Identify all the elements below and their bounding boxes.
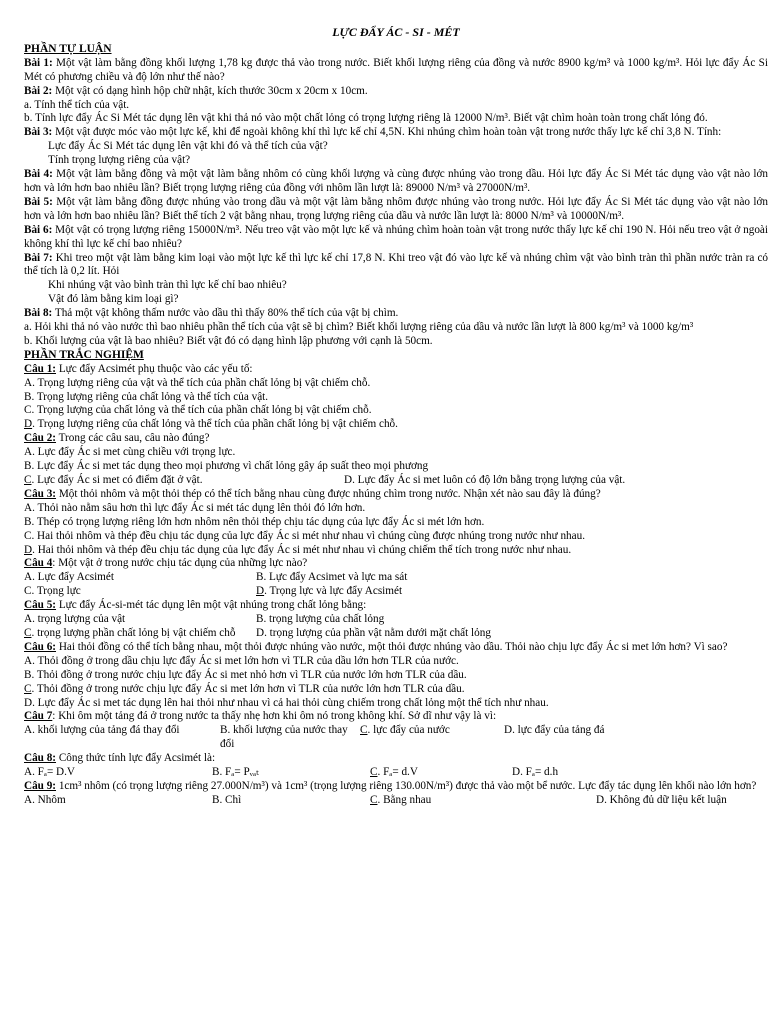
question-8-option-d: D. Fₐ= d.h <box>512 766 559 779</box>
question-6 <box>24 641 768 655</box>
question-7 <box>24 710 768 724</box>
question-3 <box>24 488 768 502</box>
option-text: . Hai thỏi nhôm và thép đều chịu tác dụng của lực đẩy Ác si mét như nhau vì chúng chiếm thể tích trong nước như nhau. <box>32 543 572 556</box>
exercise-text: Một vật làm bằng đồng khối lượng 1,78 kg được thả vào trong nước. Biết khối lượng riêng của đồng và nước 8900 kg/m³ và 1000 kg/m³. Hỏi lực đẩy Ác Si Mét có phương chiều và độ lớn như thế nào? <box>24 56 768 83</box>
exercise-6 <box>24 224 768 252</box>
question-4-options-cd <box>24 585 768 599</box>
question-7-option-a: A. khối lượng của tảng đá thay đổi <box>24 724 180 737</box>
mcq-section-header: PHẦN TRẮC NGHIỆM <box>24 348 144 361</box>
question-4-option-a: A. Lực đẩy Acsimét <box>24 571 114 584</box>
question-2-option-a: A. Lực đẩy Ác si met cùng chiều với trọng lực. <box>24 446 236 459</box>
answer-letter: C <box>370 766 378 779</box>
question-5-option-a: A. trọng lượng của vật <box>24 613 126 626</box>
exercise-3 <box>24 126 768 140</box>
exercise-label: Bài 4: <box>24 168 53 181</box>
question-7-option-c <box>360 724 504 752</box>
question-1-option-a: A. Trọng lượng riêng của vật và thể tích của phần chất lỏng bị vật chiếm chỗ. <box>24 376 371 389</box>
question-4-option-d <box>256 585 402 599</box>
option-text: . trọng lượng phần chất lỏng bị vật chiếm chỗ <box>31 626 236 639</box>
question-9-option-b: B. Chì <box>212 793 242 806</box>
question-label: Câu 5: <box>24 599 57 612</box>
question-3-option-a: A. Thỏi nào nằm sâu hơn thì lực đẩy Ác si mét tác dụng lên thỏi đó lớn hơn. <box>24 501 366 514</box>
question-6-option-d: D. Lực đẩy Ác si met tác dụng lên hai thỏi như nhau vì cả hai thỏi cùng chiếm trong chất lỏng một thể tích như nhau. <box>24 696 549 709</box>
exercise-text: Một vật có trọng lượng riêng 15000N/m³. Nếu treo vật vào một lực kế và nhúng chìm hoàn toàn vật trong nước thấy lực kế chỉ 190 N. Hỏi nếu treo vật ở ngoài không khí thì lực kế chỉ bao nhiêu? <box>24 223 768 250</box>
question-9 <box>24 780 768 794</box>
question-text: Lực đẩy Acsimét phụ thuộc vào các yếu tố: <box>56 362 253 375</box>
question-8-options <box>24 766 768 780</box>
question-8-option-a: A. Fₐ= D.V <box>24 766 76 779</box>
question-8 <box>24 752 768 766</box>
answer-letter: C <box>360 724 368 737</box>
essay-section-header: PHẦN TỰ LUẬN <box>24 42 112 55</box>
exercise-2a: a. Tính thể tích của vật. <box>24 98 130 111</box>
exercise-3-q1: Lực đẩy Ác Si Mét tác dụng lên vật khi đó và thể tích của vật? <box>48 140 328 153</box>
question-4-options-ab <box>24 571 768 585</box>
question-3-option-c: C. Hai thỏi nhôm và thép đều chịu tác dụng của lực đẩy Ác si mét như nhau vì chúng cùng được nhúng trong nước như nhau. <box>24 529 586 542</box>
question-text: 1cm³ nhôm (có trọng lượng riêng 27.000N/m³) và 1cm³ (trọng lượng riêng 130.00N/m³) được thả vào một bể nước. Lực đẩy tác dụng lên khối nào lớn hơn? <box>56 779 757 792</box>
exercise-8 <box>24 307 768 321</box>
option-text: . Fₐ= d.V <box>377 766 418 779</box>
exercise-3-q2: Tính trọng lượng riêng của vật? <box>48 154 191 167</box>
question-5-option-c <box>24 627 256 641</box>
question-8-option-b: B. Fₐ= Pᵥₐₜ <box>212 766 259 779</box>
question-5-options-cd <box>24 627 768 641</box>
question-5-options-ab <box>24 613 768 627</box>
exercise-text: Một vật làm bằng đồng được nhúng vào trong dầu và một vật làm bằng nhôm được nhúng vào trong nước. Hỏi lực đẩy Ác Si Mét tác dụng vào vật nào lớn hơn và lớn hơn bao nhiêu lần? Biết thể tích 2 vật bằng nhau, trọng lượng riêng của dầu và nước lần lượt là: 8000 N/m³ và 10000N/m³. <box>24 195 768 222</box>
exercise-4 <box>24 168 768 196</box>
exercise-label: Bài 3: <box>24 126 53 139</box>
option-text: . Trọng lượng riêng của chất lỏng và thể tích của phần chất lỏng bị vật chiếm chỗ. <box>32 418 398 431</box>
question-label: Câu 6: <box>24 640 57 653</box>
answer-letter: D <box>24 418 33 431</box>
exercise-text: Một vật được móc vào một lực kế, khi để ngoài không khí thì lực kế chỉ 4,5N. Khi nhúng chìm hoàn toàn vật trong nước thấy lực kế chỉ 3,8 N. Tính: <box>52 126 722 139</box>
option-text: . lực đẩy của nước <box>367 724 450 737</box>
document-page <box>24 0 768 808</box>
exercise-label: Bài 5: <box>24 195 53 208</box>
question-label: Câu 4 <box>24 557 53 570</box>
question-3-option-b: B. Thép có trọng lượng riêng lớn hơn nhôm nên thỏi thép chịu tác dụng của lực đẩy Ác si mét lớn hơn. <box>24 515 485 528</box>
answer-letter: D <box>24 543 33 556</box>
exercise-5 <box>24 196 768 224</box>
exercise-8b: b. Khối lượng của vật là bao nhiêu? Biết vật đó có dạng hình lập phương với cạnh là 50cm. <box>24 334 433 347</box>
question-text: Lực đẩy Ác-si-mét tác dụng lên một vật nhúng trong chất lỏng bằng: <box>56 599 367 612</box>
question-6-option-a: A. Thỏi đồng ở trong dầu chịu lực đẩy Ác si met lớn hơn vì TLR của dầu lớn hơn TLR của nước. <box>24 654 459 667</box>
question-6-option-c <box>24 683 768 697</box>
question-text: Hai thỏi đồng có thể tích bằng nhau, một thỏi được nhúng vào nước, một thỏi được nhúng vào dầu. Thỏi nào chịu lực đẩy Ác si met lớn hơn? Vì sao? <box>56 640 728 653</box>
question-3-option-d <box>24 544 768 558</box>
option-text: . Trọng lực và lực đẩy Acsimét <box>264 585 403 598</box>
exercise-2 <box>24 85 768 99</box>
question-2-option-b: B. Lực đẩy Ác si met tác dụng theo mọi phương vì chất lỏng gây áp suất theo mọi phương <box>24 460 429 473</box>
exercise-7-q2: Vật đó làm bằng kim loại gì? <box>48 293 179 306</box>
question-text: Một thỏi nhôm và một thỏi thép có thể tích bằng nhau cùng được nhúng chìm trong nước. Nhận xét nào sau đây là đúng? <box>56 487 601 500</box>
exercise-label: Bài 1: <box>24 56 53 69</box>
exercise-text: Khi treo một vật làm bằng kim loại vào một lực kế thì lực kế chỉ 17,8 N. Khi treo vật đó vào lực kế và nhúng chìm vật vào bình tràn thì phần nước tràn ra có thể tích là 0,2 lít. Hỏi <box>24 251 768 278</box>
exercise-8a: a. Hỏi khi thả nó vào nước thì bao nhiêu phần thể tích của vật sẽ bị chìm? Biết khối lượng riêng của dầu và nước lần lượt là 800 kg/m³ và 1000 kg/m³ <box>24 321 694 334</box>
question-9-option-a: A. Nhôm <box>24 793 66 806</box>
answer-letter: C <box>24 682 32 695</box>
exercise-text: Một vật làm bằng đồng và một vật làm bằng nhôm có cùng khối lượng và cùng được nhúng vào trong dầu. Hỏi lực đẩy Ác Si Mét tác dụng vào vật nào lớn hơn và lớn hơn bao nhiêu lần? Biết trọng lượng riêng của đồng với nhôm lần lượt là: 89000 N/m³ và 27000N/m³. <box>24 168 768 194</box>
question-1-option-d <box>24 418 768 432</box>
question-2-option-d: D. Lực đẩy Ác si met luôn có độ lớn bằng trọng lượng của vật. <box>344 474 626 486</box>
exercise-label: Bài 8: <box>24 307 53 320</box>
exercise-text: Thả một vật không thấm nước vào dầu thì thấy 80% thể tích của vật bị chìm. <box>52 307 399 320</box>
question-label: Câu 9: <box>24 779 57 792</box>
answer-letter: C <box>24 626 32 639</box>
question-label: Câu 2: <box>24 432 57 445</box>
question-7-options <box>24 724 768 752</box>
exercise-1 <box>24 57 768 85</box>
question-8-option-c <box>370 766 512 780</box>
exercise-label: Bài 7: <box>24 251 53 264</box>
question-label: Câu 1: <box>24 362 57 375</box>
question-9-option-d: D. Không đủ dữ liệu kết luận <box>596 793 727 806</box>
question-1 <box>24 363 768 377</box>
question-text: : Khi ôm một tảng đá ở trong nước ta thấy nhẹ hơn khi ôm nó trong không khí. Sở dĩ như vậy là vì: <box>52 710 497 723</box>
option-text: . Lực đẩy Ác si met có điểm đặt ở vật. <box>31 474 203 486</box>
question-label: Câu 8: <box>24 752 57 765</box>
answer-letter: C <box>24 474 32 486</box>
question-6-option-b: B. Thỏi đồng ở trong nước chịu lực đẩy Ác si met nhỏ hơn vì TLR của nước lớn hơn TLR của dầu. <box>24 668 467 681</box>
exercise-7-q1: Khi nhúng vật vào bình tràn thì lực kế chỉ bao nhiêu? <box>48 279 287 292</box>
question-5-option-b: B. trọng lượng của chất lỏng <box>256 613 385 626</box>
question-4 <box>24 557 768 571</box>
option-text: . Thỏi đồng ở trong nước chịu lực đẩy Ác si met lớn hơn vì TLR của nước lớn hơn TLR của dầu. <box>31 682 465 695</box>
exercise-text: Một vật có dạng hình hộp chữ nhật, kích thước 30cm x 20cm x 10cm. <box>52 84 368 97</box>
question-4-option-b: B. Lực đẩy Acsimet và lực ma sát <box>256 571 408 584</box>
exercise-label: Bài 2: <box>24 84 53 97</box>
option-text: . Bằng nhau <box>377 793 432 806</box>
question-2 <box>24 432 768 446</box>
exercise-2b: b. Tính lực đẩy Ác Si Mét tác dụng lên vật khi thả nó vào một chất lỏng có trọng lượng riêng là 12000 N/m³. Biết vật chìm hoàn toàn trong chất lỏng đó. <box>24 112 708 125</box>
question-5-option-d: D. trọng lượng của phần vật nằm dưới mặt chất lỏng <box>256 626 491 639</box>
question-1-option-c: C. Trọng lượng của chất lỏng và thể tích của phần chất lỏng bị vật chiếm chỗ. <box>24 404 372 417</box>
question-9-option-c <box>370 794 596 808</box>
question-7-option-d: D. lực đẩy của tảng đá <box>504 724 605 737</box>
answer-letter: D <box>256 585 265 598</box>
question-text: Công thức tính lực đẩy Acsimét là: <box>56 752 216 765</box>
question-label: Câu 7 <box>24 710 53 723</box>
question-1-option-b: B. Trọng lượng riêng của chất lỏng và thể tích của vật. <box>24 390 269 403</box>
exercise-label: Bài 6: <box>24 223 53 236</box>
page-title: LỰC ĐẨY ÁC - SI - MÉT <box>332 25 460 39</box>
question-text: : Một vật ở trong nước chịu tác dụng của những lực nào? <box>52 557 308 570</box>
answer-letter: C <box>370 793 378 806</box>
question-9-options <box>24 794 768 808</box>
exercise-7 <box>24 252 768 280</box>
question-text: Trong các câu sau, câu nào đúng? <box>56 432 210 445</box>
question-label: Câu 3: <box>24 487 57 500</box>
question-2-options-cd <box>24 474 768 488</box>
question-5 <box>24 599 768 613</box>
question-7-option-b: B. khối lượng của nước thay đổi <box>220 724 348 751</box>
question-4-option-c: C. Trọng lực <box>24 585 81 598</box>
question-2-option-c <box>24 474 344 488</box>
